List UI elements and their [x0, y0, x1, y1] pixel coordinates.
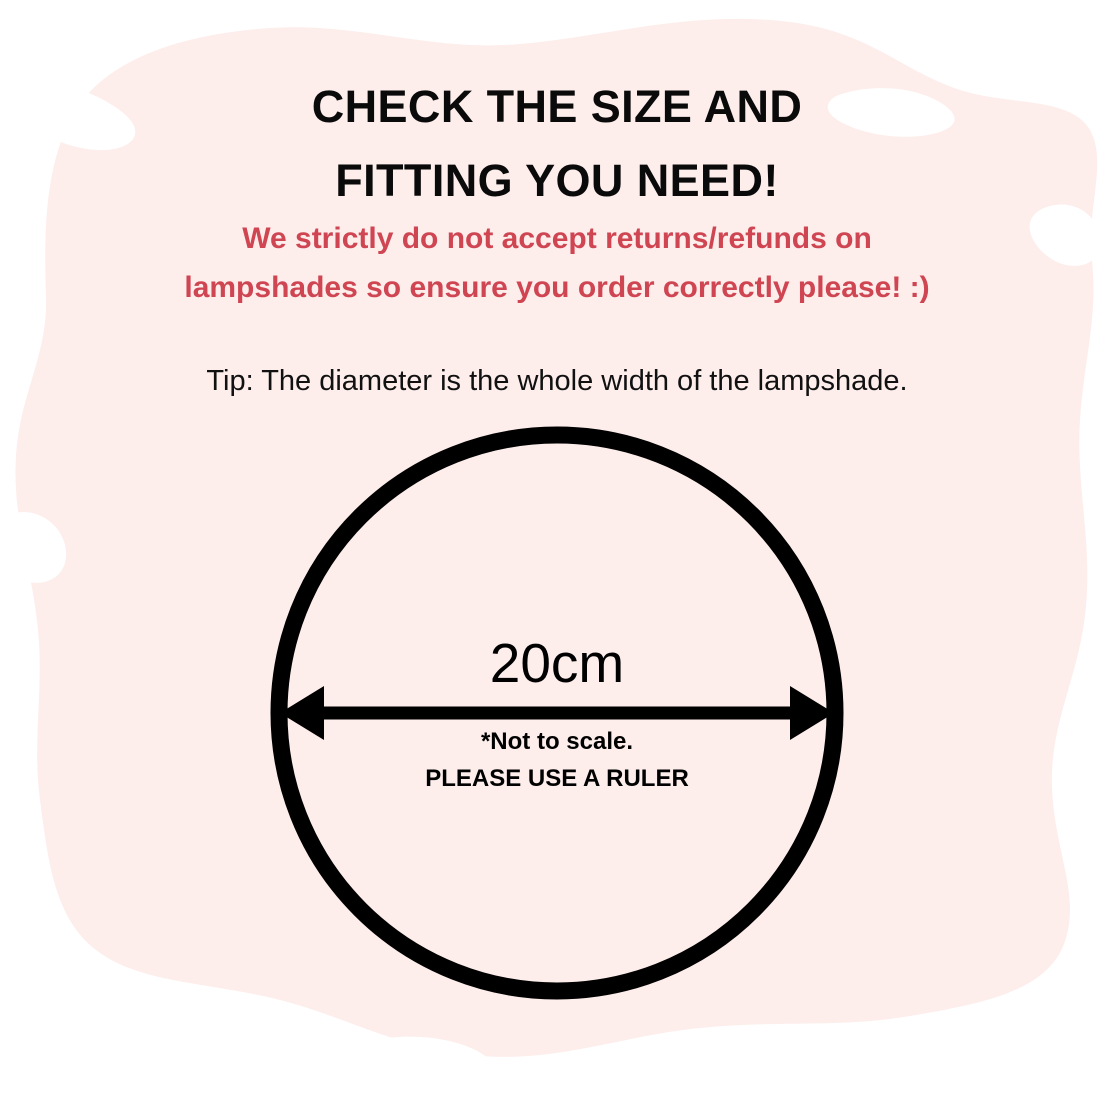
- page-title: [0, 70, 1114, 219]
- headline-line-1: CHECK THE SIZE AND: [311, 81, 803, 132]
- dimension-label: 20cm: [489, 632, 625, 694]
- headline-line-2: FITTING YOU NEED!: [335, 155, 779, 207]
- diameter-diagram: [262, 418, 852, 1008]
- scale-note: [262, 723, 852, 797]
- scale-note-line-1: *Not to scale.: [480, 728, 634, 755]
- diameter-tip-text: Tip: The diameter is the whole width of the lampshade.: [206, 365, 908, 397]
- returns-policy-warning: [0, 215, 1114, 312]
- warning-line-2: lampshades so ensure you order correctly please! :): [184, 270, 930, 304]
- scale-note-line-2: PLEASE USE A RULER: [425, 765, 689, 793]
- circle-and-arrow-svg: [262, 418, 852, 1008]
- warning-line-1: We strictly do not accept returns/refunds on: [242, 222, 872, 255]
